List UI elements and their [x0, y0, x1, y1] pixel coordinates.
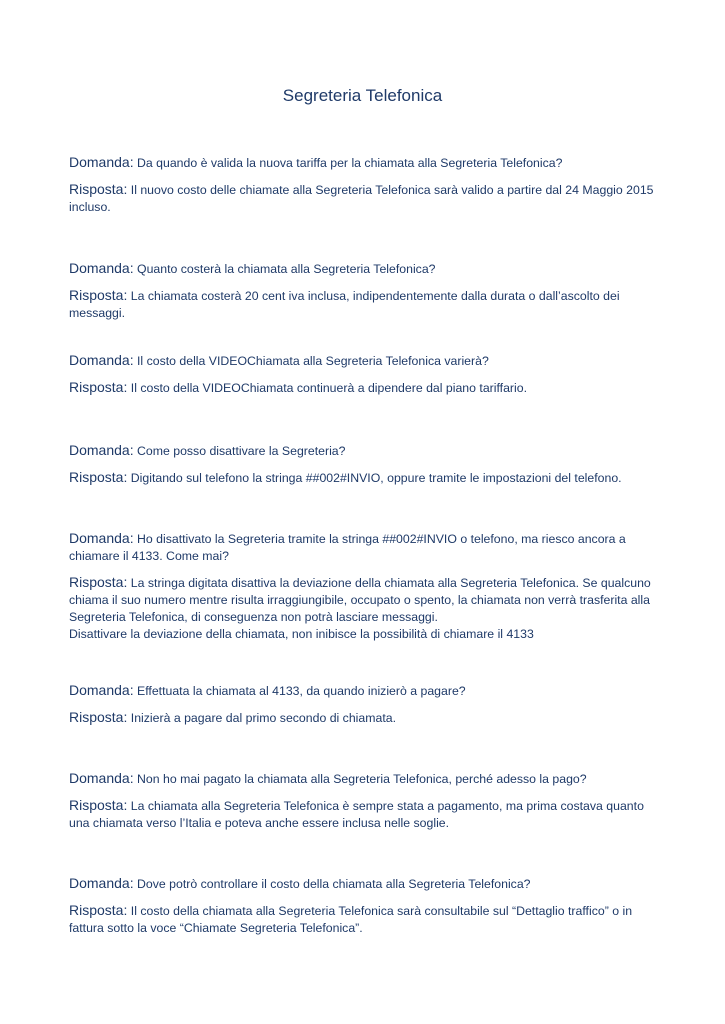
answer-text: Digitando sul telefono la stringa ##002#INVIO, oppure tramite le impostazioni del telefono. — [130, 471, 622, 485]
answer-line — [69, 379, 659, 397]
question-label: Domanda: — [69, 875, 134, 891]
question-label: Domanda: — [69, 682, 134, 698]
answer-label: Risposta: — [69, 287, 128, 303]
answer-label: Risposta: — [69, 709, 128, 725]
question-label: Domanda: — [69, 442, 134, 458]
question-line — [69, 154, 659, 172]
question-label: Domanda: — [69, 530, 134, 546]
answer-label: Risposta: — [69, 469, 128, 485]
answer-line — [69, 902, 659, 937]
answer-text: La stringa digitata disattiva la deviazione della chiamata alla Segreteria Telefonica. Se qualcuno chiama il suo numero mentre risulta irraggiungibile, occupato o spento, la chiamata non verrà trasferita alla Segreteria Telefonica, di conseguenza non potrà lasciare messaggi. — [69, 576, 651, 624]
question-label: Domanda: — [69, 352, 134, 368]
question-text: Come posso disattivare la Segreteria? — [137, 444, 346, 458]
question-line — [69, 530, 659, 565]
page-title: Segreteria Telefonica — [282, 86, 443, 105]
question-text: Il costo della VIDEOChiamata alla Segreteria Telefonica varierà? — [137, 354, 489, 368]
question-text: Effettuata la chiamata al 4133, da quando inizierò a pagare? — [137, 684, 466, 698]
question-line — [69, 352, 659, 370]
answer-text: Il costo della chiamata alla Segreteria Telefonica sarà consultabile sul “Dettaglio traffico” o in fattura sotto la voce “Chiamate Segreteria Telefonica”. — [69, 904, 633, 935]
qa-block-6 — [69, 682, 659, 727]
answer-label: Risposta: — [69, 797, 128, 813]
question-text: Ho disattivato la Segreteria tramite la stringa ##002#INVIO o telefono, ma riesco ancora a chiamare il 4133. Come mai? — [69, 532, 626, 563]
qa-block-3 — [69, 352, 659, 397]
answer-label: Risposta: — [69, 181, 128, 197]
answer-text: La chiamata costerà 20 cent iva inclusa, indipendentemente dalla durata o dall’ascolto dei messaggi. — [69, 289, 620, 320]
answer-line — [69, 181, 659, 216]
question-line — [69, 682, 659, 700]
answer-text: Inizierà a pagare dal primo secondo di chiamata. — [130, 711, 396, 725]
question-text: Quanto costerà la chiamata alla Segreteria Telefonica? — [137, 262, 436, 276]
answer-label: Risposta: — [69, 574, 128, 590]
qa-block-7 — [69, 770, 659, 832]
question-line — [69, 260, 659, 278]
answer-extra-line: Disattivare la deviazione della chiamata, non inibisce la possibilità di chiamare il 4133 — [69, 627, 534, 641]
answer-line — [69, 709, 659, 727]
answer-label: Risposta: — [69, 379, 128, 395]
question-line — [69, 770, 659, 788]
qa-block-4 — [69, 442, 659, 487]
question-label: Domanda: — [69, 770, 134, 786]
answer-text: Il nuovo costo delle chiamate alla Segreteria Telefonica sarà valido a partire dal 24 Maggio 2015 incluso. — [69, 183, 654, 214]
answer-label: Risposta: — [69, 902, 128, 918]
question-label: Domanda: — [69, 260, 134, 276]
qa-block-2 — [69, 260, 659, 322]
question-label: Domanda: — [69, 154, 134, 170]
qa-block-1 — [69, 154, 659, 216]
question-text: Dove potrò controllare il costo della chiamata alla Segreteria Telefonica? — [137, 877, 531, 891]
answer-line — [69, 574, 659, 626]
qa-block-5 — [69, 530, 659, 643]
question-text: Non ho mai pagato la chiamata alla Segreteria Telefonica, perché adesso la pago? — [137, 772, 587, 786]
question-text: Da quando è valida la nuova tariffa per la chiamata alla Segreteria Telefonica? — [137, 156, 563, 170]
answer-line — [69, 469, 659, 487]
answer-line — [69, 287, 659, 322]
answer-line — [69, 797, 659, 832]
question-line — [69, 442, 659, 460]
qa-block-8 — [69, 875, 659, 937]
question-line — [69, 875, 659, 893]
answer-text: La chiamata alla Segreteria Telefonica è sempre stata a pagamento, ma prima costava quanto una chiamata verso l’Italia e poteva anche essere inclusa nelle soglie. — [69, 799, 644, 830]
answer-text: Il costo della VIDEOChiamata continuerà a dipendere dal piano tariffario. — [130, 381, 528, 395]
